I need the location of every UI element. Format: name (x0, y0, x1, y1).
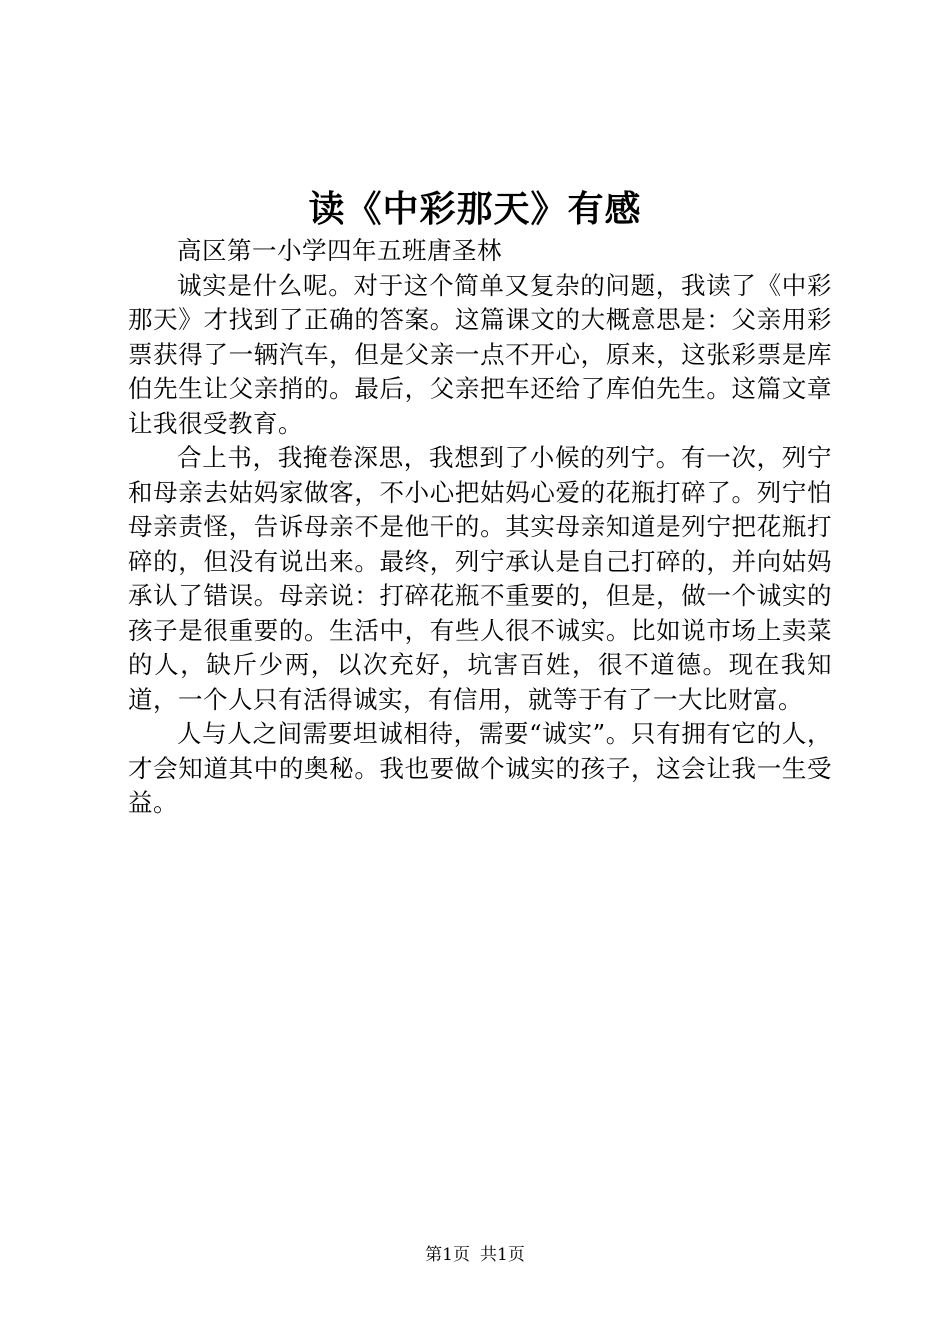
page-number: 第1页 (425, 1245, 470, 1265)
paragraph-2: 合上书，我掩卷深思，我想到了小候的列宁。有一次，列宁和母亲去姑妈家做客，不小心把姑妈心爱的花瓶打碎了。列宁怕母亲责怪，告诉母亲不是他干的。其实母亲知道是列宁把花瓶打碎的，但没有说出来。最终，列宁承认是自己打碎的，并向姑妈承认了错误。母亲说：打碎花瓶不重要的，但是，做一个诚实的孩子是很重要的。生活中，有些人很不诚实。比如说市场上卖菜的人，缺斤少两，以次充好，坑害百姓，很不道德。现在我知道，一个人只有活得诚实，有信用，就等于有了一大比财富。 (128, 443, 832, 714)
paragraph-3: 人与人之间需要坦诚相待，需要“诚实”。只有拥有它的人，才会知道其中的奥秘。我也要做个诚实的孩子，这会让我一生受益。 (128, 719, 832, 817)
paragraph-1: 诚实是什么呢。对于这个简单又复杂的问题，我读了《中彩那天》才找到了正确的答案。这篇课文的大概意思是：父亲用彩票获得了一辆汽车，但是父亲一点不开心，原来，这张彩票是库伯先生让父亲捎的。最后，父亲把车还给了库伯先生。这篇文章让我很受教育。 (128, 270, 832, 438)
page-footer (0, 1244, 950, 1266)
document-title: 读《中彩那天》有感 (308, 188, 642, 230)
document-body (128, 234, 832, 821)
page-total: 共1页 (480, 1245, 525, 1265)
author-line: 高区第一小学四年五班唐圣林 (177, 236, 502, 265)
